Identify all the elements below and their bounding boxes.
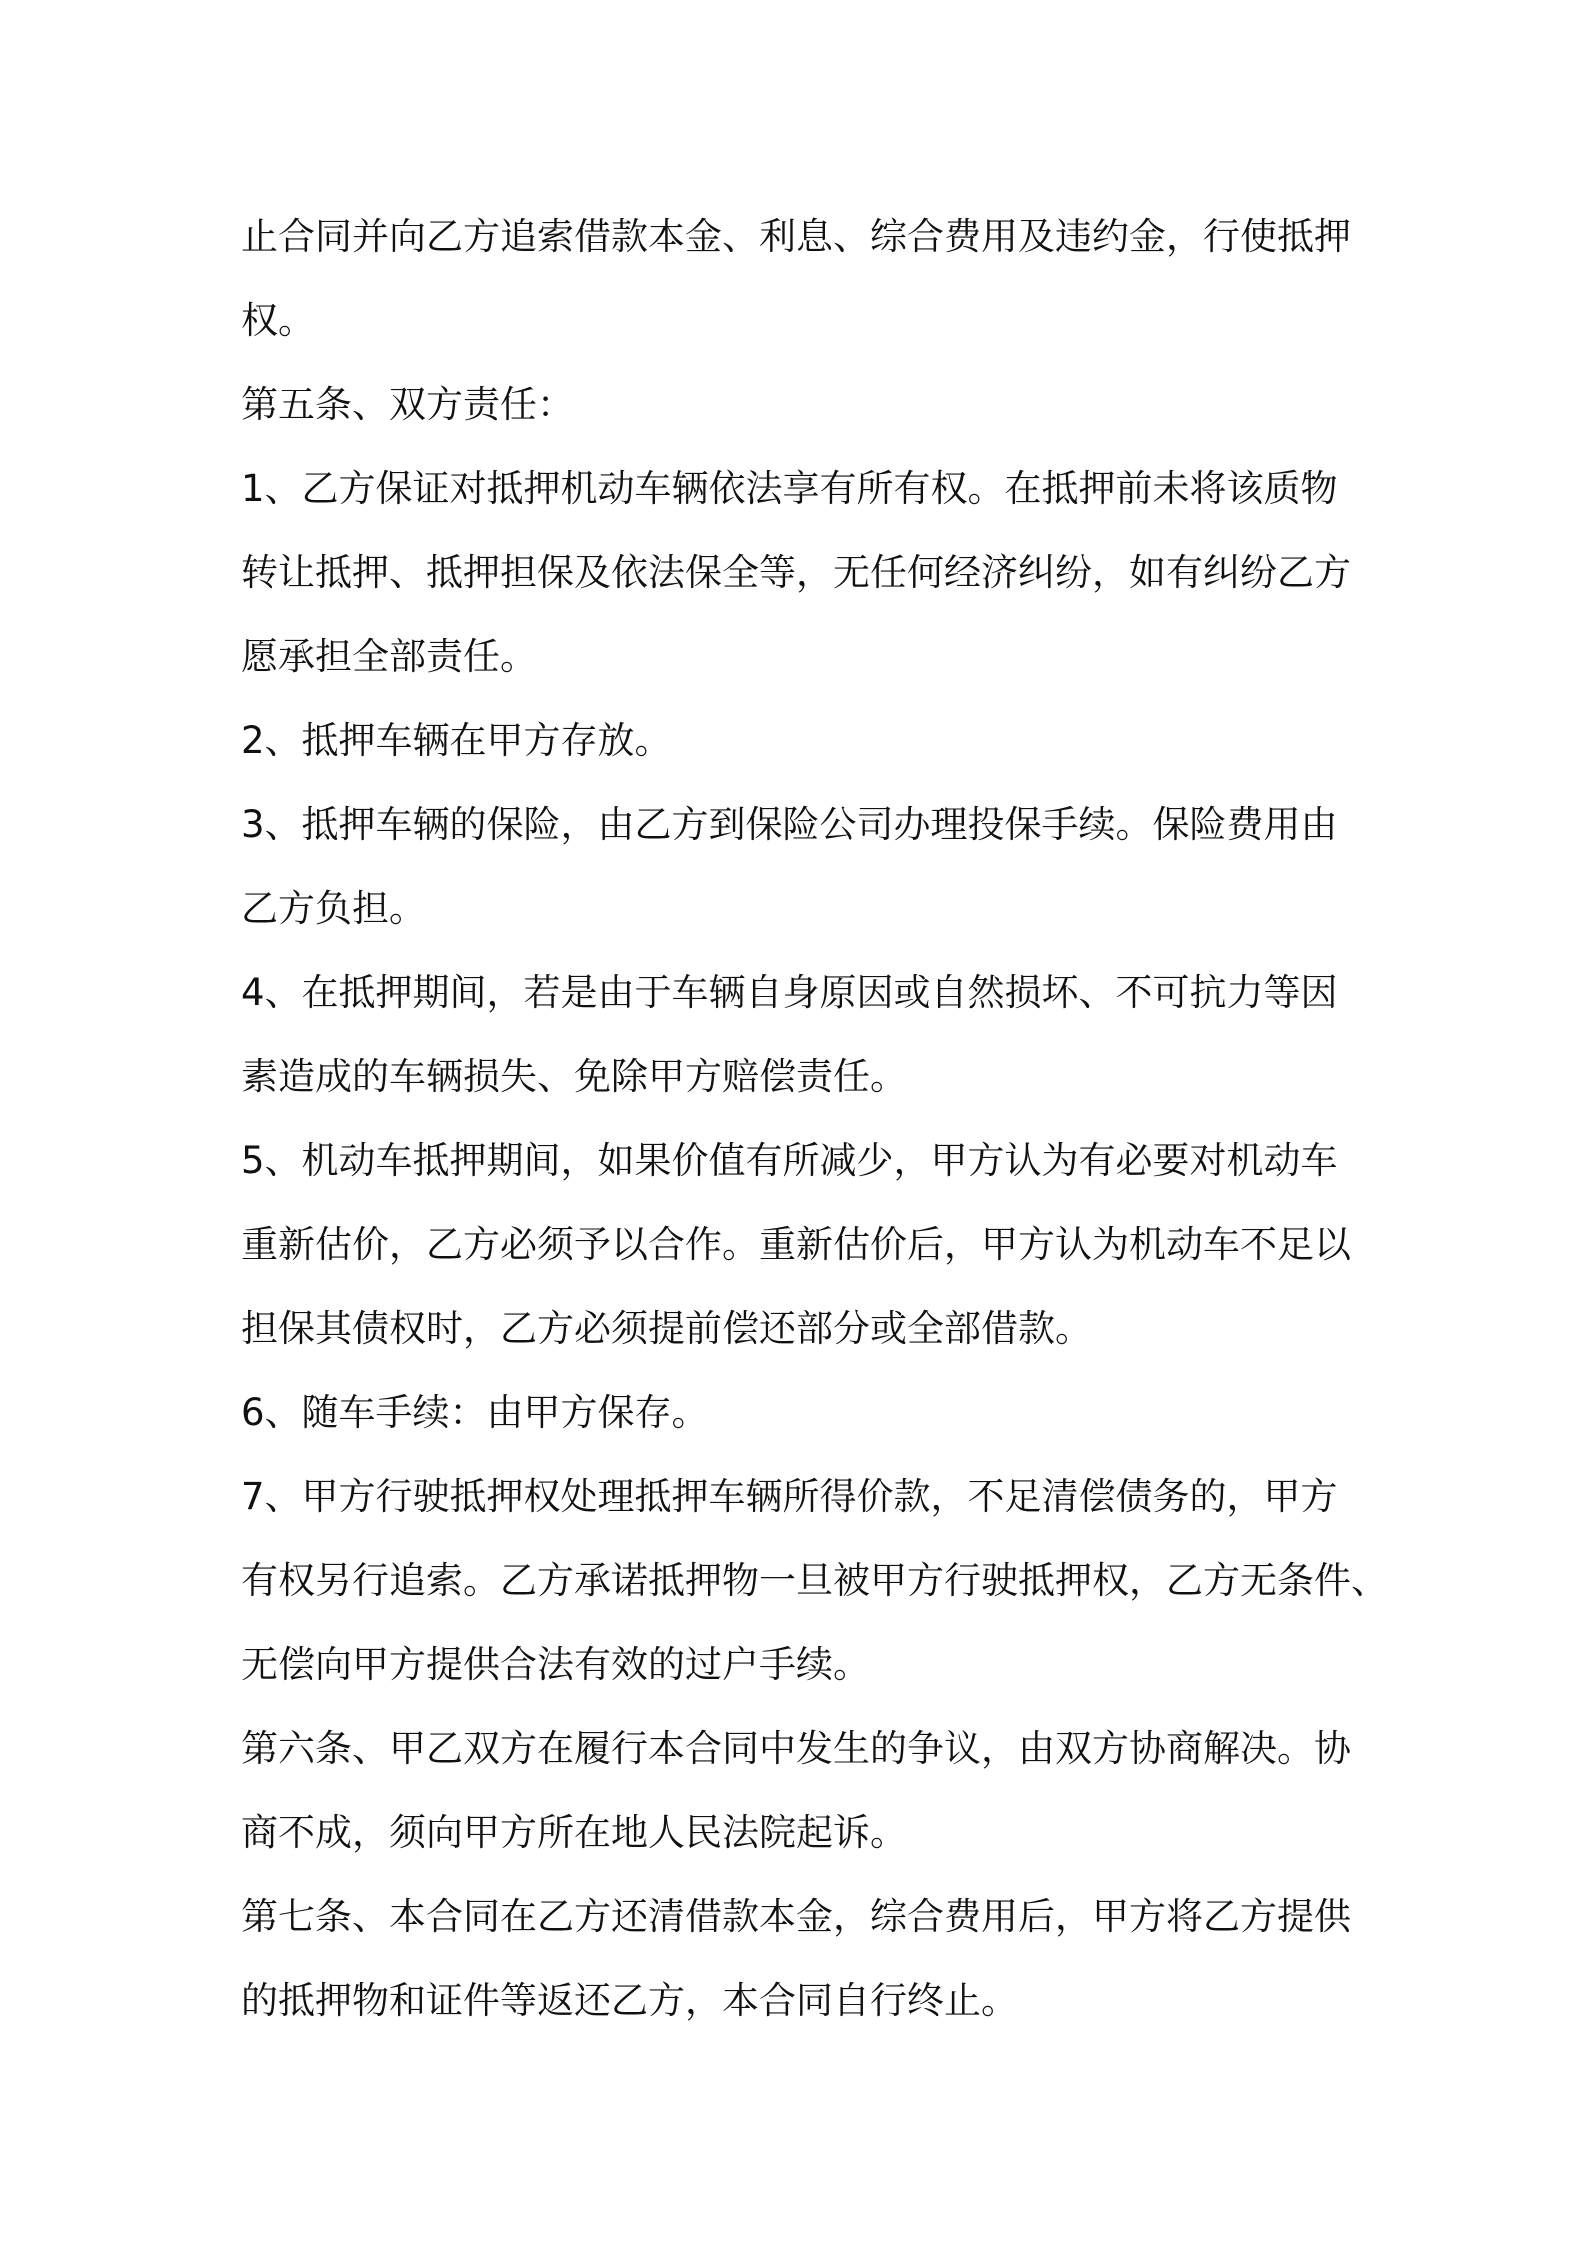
text-line: 重新估价，乙方必须予以合作。重新估价后，甲方认为机动车不足以 — [241, 1223, 1351, 1266]
text-line: 乙方负担。 — [241, 887, 426, 930]
clause-4 — [241, 951, 1361, 1119]
document-body — [241, 195, 1388, 2043]
clause-2 — [241, 699, 1361, 783]
text-line: 转让抵押、抵押担保及依法保全等，无任何经济纠纷，如有纠纷乙方 — [241, 551, 1351, 594]
text-line: 担保其债权时，乙方必须提前偿还部分或全部借款。 — [241, 1307, 1092, 1350]
text-line: 的抵押物和证件等返还乙方，本合同自行终止。 — [241, 1979, 1018, 2022]
text-line: 7、甲方行驶抵押权处理抵押车辆所得价款，不足清偿债务的，甲方 — [241, 1475, 1338, 1518]
text-line: 素造成的车辆损失、免除甲方赔偿责任。 — [241, 1055, 907, 1098]
clause-6 — [241, 1371, 1361, 1455]
clause-3 — [241, 783, 1361, 951]
text-line: 3、抵押车辆的保险，由乙方到保险公司办理投保手续。保险费用由 — [241, 803, 1338, 846]
heading-article-5 — [241, 363, 1361, 447]
text-line: 6、随车手续：由甲方保存。 — [241, 1391, 709, 1434]
clause-7 — [241, 1455, 1388, 1707]
text-line: 1、乙方保证对抵押机动车辆依法享有所有权。在抵押前未将该质物 — [241, 467, 1338, 510]
text-line: 商不成，须向甲方所在地人民法院起诉。 — [241, 1811, 907, 1854]
text-line: 有权另行追索。乙方承诺抵押物一旦被甲方行驶抵押权，乙方无条件、 — [241, 1559, 1388, 1602]
clause-1 — [241, 447, 1361, 699]
text-line: 权。 — [241, 299, 315, 342]
text-line: 愿承担全部责任。 — [241, 635, 537, 678]
text-line: 4、在抵押期间，若是由于车辆自身原因或自然损坏、不可抗力等因 — [241, 971, 1338, 1014]
text-line: 2、抵押车辆在甲方存放。 — [241, 719, 672, 762]
text-line: 第五条、双方责任： — [241, 383, 574, 426]
article-6 — [241, 1707, 1361, 1875]
paragraph-contract-termination — [241, 195, 1361, 363]
text-line: 5、机动车抵押期间，如果价值有所减少，甲方认为有必要对机动车 — [241, 1139, 1338, 1182]
text-line: 无偿向甲方提供合法有效的过户手续。 — [241, 1643, 870, 1686]
text-line: 止合同并向乙方追索借款本金、利息、综合费用及违约金，行使抵押 — [241, 215, 1351, 258]
text-line: 第六条、甲乙双方在履行本合同中发生的争议，由双方协商解决。协 — [241, 1727, 1351, 1770]
article-7 — [241, 1875, 1361, 2043]
text-line: 第七条、本合同在乙方还清借款本金，综合费用后，甲方将乙方提供 — [241, 1895, 1351, 1938]
clause-5 — [241, 1119, 1361, 1371]
